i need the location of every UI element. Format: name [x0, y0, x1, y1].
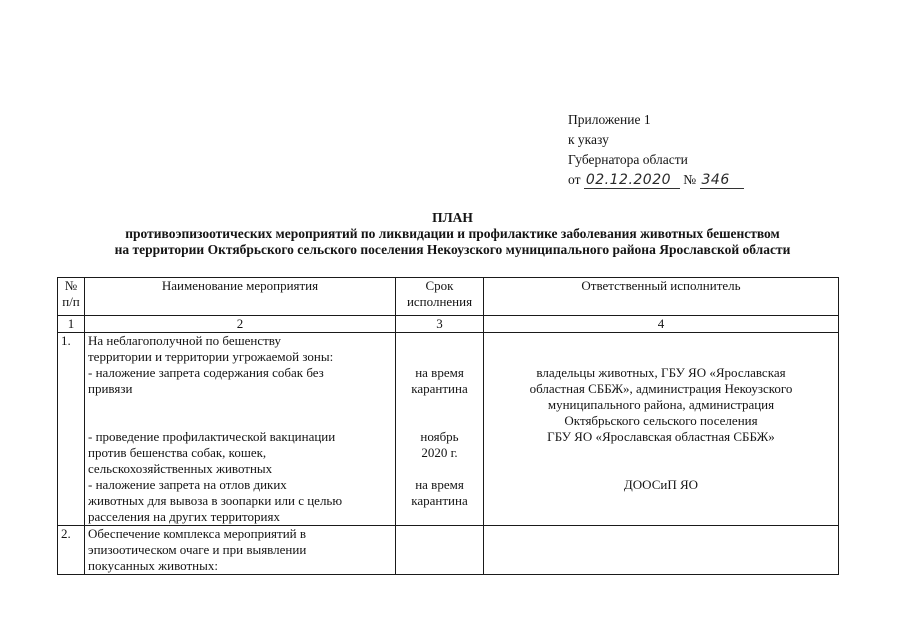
plan-table — [57, 277, 839, 575]
responsible-cell — [484, 526, 839, 575]
index-cell: 2 — [85, 316, 396, 333]
header-activity: Наименование мероприятия — [85, 278, 396, 316]
handwritten-number: 346 — [700, 172, 744, 189]
appendix-line-3: Губернатора области — [568, 152, 688, 167]
term-cell: на время карантина ноябрь 2020 г. на время карантина — [396, 333, 484, 526]
appendix-date-line — [568, 170, 744, 190]
plan-subtitle-line-1: противоэпизоотических мероприятий по ликвидации и профилактике заболевания животных бешенством — [125, 226, 780, 241]
term-cell — [396, 526, 484, 575]
index-row — [58, 316, 839, 333]
number-prefix: № — [683, 172, 697, 187]
plan-title: ПЛАН — [432, 210, 473, 225]
index-cell: 1 — [58, 316, 85, 333]
table-row — [58, 526, 839, 575]
row-number: 1. — [58, 333, 85, 526]
responsible-cell: владельцы животных, ГБУ ЯО «Ярославская областная СББЖ», администрация Некоузского муниципального района, администрация Октябрьского сельского поселения ГБУ ЯО «Ярославская областная СББЖ» ДООСиП ЯО — [484, 333, 839, 526]
date-prefix: от — [568, 172, 581, 187]
row-number: 2. — [58, 526, 85, 575]
header-responsible: Ответственный исполнитель — [484, 278, 839, 316]
appendix-line-2: к указу — [568, 132, 609, 147]
header-number: № п/п — [58, 278, 85, 316]
header-term: Срок исполнения — [396, 278, 484, 316]
plan-subtitle-line-2: на территории Октябрьского сельского поселения Некоузского муниципального района Ярославской области — [114, 242, 791, 257]
activity-cell: На неблагополучной по бешенству территории и территории угрожаемой зоны: - наложение запрета содержания собак без привязи - проведение профилактической вакцинации против бешенства собак, кошек, сельскохозяйственных животных - наложение запрета на отлов диких животных для вывоза в зоопарки или с целью расселения на других территориях — [85, 333, 396, 526]
index-cell: 4 — [484, 316, 839, 333]
table-row — [58, 333, 839, 526]
table-header-row — [58, 278, 839, 316]
activity-cell: Обеспечение комплекса мероприятий в эпизоотическом очаге и при выявлении покусанных животных: — [85, 526, 396, 575]
appendix-block — [568, 110, 744, 190]
appendix-line-1: Приложение 1 — [568, 112, 651, 127]
document-heading — [0, 210, 905, 258]
index-cell: 3 — [396, 316, 484, 333]
handwritten-date: 02.12.2020 — [584, 172, 680, 189]
